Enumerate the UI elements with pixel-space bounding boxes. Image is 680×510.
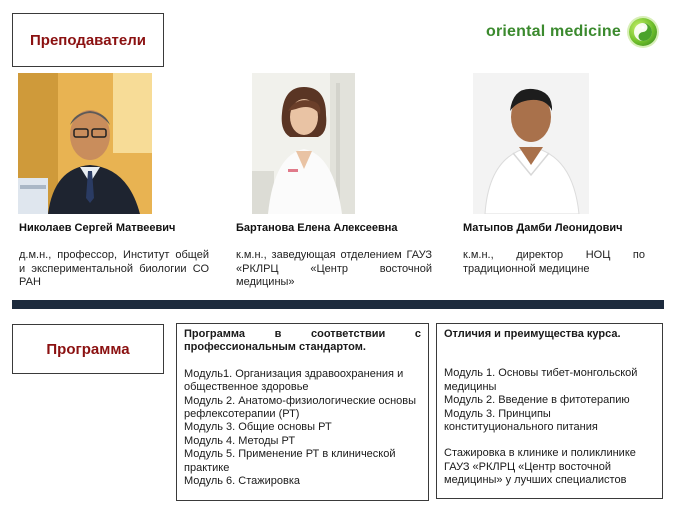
advantage-item: Модуль 2. Введение в фитотерапию: [444, 394, 630, 407]
advantages-title: Отличия и преимущества курса.: [444, 328, 621, 340]
person-name-nikolaev: Николаев Сергей Матвеевич: [19, 222, 176, 234]
yin-yang-icon: [629, 18, 657, 46]
program-module-item: Модуль 5. Применение РТ в клинической практике: [184, 448, 396, 474]
person-description-nikolaev: д.м.н., профессор, Институт общей и экспериментальной биологии СО РАН: [19, 249, 209, 288]
program-heading: Программа: [46, 340, 130, 358]
brand: [486, 18, 657, 46]
advantage-item: Модуль 1. Основы тибет-монгольской медицины: [444, 367, 638, 393]
teachers-heading: Преподаватели: [30, 31, 146, 49]
program-module-item: Модуль 6. Стажировка: [184, 475, 301, 488]
person-name-bartanova: Бартанова Елена Алексеевна: [236, 222, 398, 234]
internship-text: Стажировка в клинике и поликлинике ГАУЗ «РКЛРЦ «Центр восточной медицины» у лучших специалистов: [444, 447, 636, 487]
person-description-matypov: к.м.н., директор НОЦ по традиционной медицине: [463, 249, 645, 275]
teachers-heading-box: [12, 13, 164, 67]
person-description-bartanova: к.м.н., заведующая отделением ГАУЗ «РКЛРЦ «Центр восточной медицины»: [236, 249, 432, 288]
program-heading-box: [12, 324, 164, 374]
advantages-panel: [436, 323, 663, 499]
person-name-matypov: Матыпов Дамби Леонидович: [463, 222, 623, 234]
photo-bartanova: [252, 73, 355, 214]
program-module-item: Модуль 3. Общие основы РТ: [184, 421, 332, 434]
program-modules-panel: [176, 323, 429, 501]
program-module-item: Модуль 2. Анатомо-физиологические основы рефлексотерапии (РТ): [184, 394, 417, 421]
program-standard-title: Программа в соответствии с профессиональным стандартом.: [184, 328, 421, 354]
photo-matypov: [473, 73, 589, 214]
photo-nikolaev: [18, 73, 152, 214]
program-module-item: Модуль1. Организация здравоохранения и общественное здоровье: [184, 367, 404, 394]
section-divider: [12, 300, 664, 309]
advantage-item: Модуль 3. Принципы конституционального питания: [444, 407, 598, 434]
program-module-item: Модуль 4. Методы РТ: [184, 434, 296, 447]
brand-text: oriental medicine: [486, 23, 621, 40]
